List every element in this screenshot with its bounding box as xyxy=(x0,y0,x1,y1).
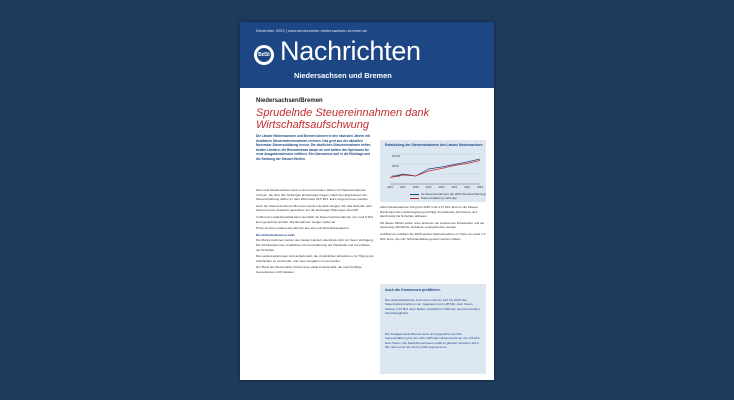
tax-revenue-chart xyxy=(380,140,486,202)
x-tick-label: 2020 xyxy=(438,186,445,189)
body-paragraph: Im Bremer Landeshaushalt kann ebenfalls mit Steuermehreinnahmen von rund 5 Mrd. Euro gerechnet werden. Die Einnahmen steigen weiter an. xyxy=(256,214,374,224)
legend-label: Steuerschätzung vorherige xyxy=(421,196,457,200)
article-kicker: Niedersachsen/Bremen xyxy=(256,98,323,104)
body-paragraph: Die Mehreinnahmen stehen den beiden Ländern allerdings nicht zur freien Verfügung. Die Schuldenbremse verpflichtet zur Konsolidierung der Haushalte und zum Abbau der Schulden. xyxy=(256,238,374,252)
issue-line: Dezember 2023 | www.steuerzahler-niedersachsen-bremen.de xyxy=(256,28,368,33)
masthead-header xyxy=(240,22,494,88)
body-paragraph: Mit diesen Mitteln sollen unter anderem der Ausbau der Infrastruktur und die Sanierung öffentlicher Gebäude vorangetrieben werden. xyxy=(380,220,485,230)
article-lead: Die Länder Niedersachsen und Bremen können in den nächsten Jahren mit deutlichen Steuermehreinnahmen rechnen. Das geht aus der aktuellen November-Steuerschätzung hervor. Die deutlichen Steuereinnahmen helfen beiden Ländern, die Rekordniveau bauen an und sollten den Spielraum für neue Ausgabenwünsche eröffnen. Ein Überschuss soll in die Rücklage und die Senkung der Steuern fließen. xyxy=(256,134,371,161)
bdst-logo xyxy=(254,45,274,65)
masthead-title: Nachrichten xyxy=(280,36,421,66)
x-tick-label: 2023 xyxy=(477,186,483,189)
chart-title: Entwicklung der Steuereinnahmen des Landes Niedersachsen xyxy=(385,143,483,147)
x-tick-label: 2018 xyxy=(412,186,419,189)
y-tick-label: 30.000 xyxy=(392,155,400,158)
bdst-logo-text: BdSt xyxy=(257,48,271,62)
y-tick-label: 28.00 xyxy=(392,165,399,168)
body-column-2 xyxy=(380,205,486,243)
article-headline: Sprudelnde Steuereinnahmen dank Wirtschaftsaufschwung xyxy=(256,107,430,131)
body-paragraph: Auch die Steuereinnahmen Bremens werden deutlich steigen. Für das laufende Jahr wird mit einem Zuwachs gerechnet, der die bisherigen Planungen übertrifft. xyxy=(256,203,372,213)
masthead-subtitle: Niedersachsen und Bremen xyxy=(294,71,392,80)
legend-entry xyxy=(410,196,457,200)
body-paragraph: Allein Niedersachsen bringt bis 2025 rund 4,37 Mrd. Euro in die Kassen. Damit kann die Landesregierung wichtige Investitionen finanzieren und gleichzeitig die Schulden abbauen. xyxy=(380,205,479,219)
body-paragraph: Der Bund der Steuerzahler fordert eine solide Finanzpolitik, die auch künftige Generationen nicht belastet. xyxy=(256,265,362,274)
body-paragraph: Das Land Niedersachsen kann in den kommenden Jahren mit Steuereinnahmen rechnen, die über den bisherigen Erwartungen liegen. Nach den Ergebnissen der Steuerschätzung dürfen im Jahr 2023 etwa 36,5 Mrd. Euro eingenommen werden. xyxy=(256,188,369,202)
x-tick-label: 2016 xyxy=(387,186,393,189)
info-box-paragraph: Die Stadtgemeinde Bremen kann sich gegenüber der Mai-Steuerschätzung bis zum Jahr 2025 über Mehreinnahmen von 475 Mio. Euro freuen. Die Stadt Bremerhaven erhält im gleichen Zeitraum 113,3 Mio. Euro mehr als noch im Mai angenommen. xyxy=(385,332,481,350)
info-box-title: Auch die Kommunen profitieren. xyxy=(385,288,441,292)
legend-label: Ist-Steuereinnahmen (ab 2023 Steuerschätzung) xyxy=(421,192,486,196)
x-tick-label: 2017 xyxy=(399,186,406,189)
x-tick-label: 2021 xyxy=(451,186,458,189)
info-box-kommunen xyxy=(380,284,486,374)
body-paragraph: Die Landesregierungen sind aufgefordert, die zusätzlichen Einnahmen zur Tilgung der Altschulden zu verwenden und neue Ausgaben zu vermeiden. xyxy=(256,254,374,263)
series-line-1 xyxy=(390,161,480,178)
newsletter-page xyxy=(240,22,494,380)
x-tick-label: 2022 xyxy=(464,186,471,189)
body-paragraph: Hinzu kommen weitere Einnahmen aus dem Länderfinanzausgleich. xyxy=(256,226,350,231)
body-paragraph: Auf Bremen entfallen bis 2025 weitere Mehreinnahmen in Höhe von etwa 1,0 Mrd. Euro, die zum Schuldenabbau genutzt werden sollten. xyxy=(380,231,486,241)
body-column-1 xyxy=(256,188,374,277)
y-tick-label: 26.000 xyxy=(392,175,400,178)
x-tick-label: 2019 xyxy=(425,186,432,189)
section-heading: Die Schuldenbremse wirkt xyxy=(256,232,295,237)
info-box-paragraph: Die niedersächsischen Kommunen können sich bis 2025 über Steuermehreinnahmen von insgesamt rund 1,08 Mrd. Euro freuen. Weitere 1,33 Mrd. Euro fließen zusätzlich im Rahmen des kommunalen Finanzausgleichs. xyxy=(385,298,480,316)
